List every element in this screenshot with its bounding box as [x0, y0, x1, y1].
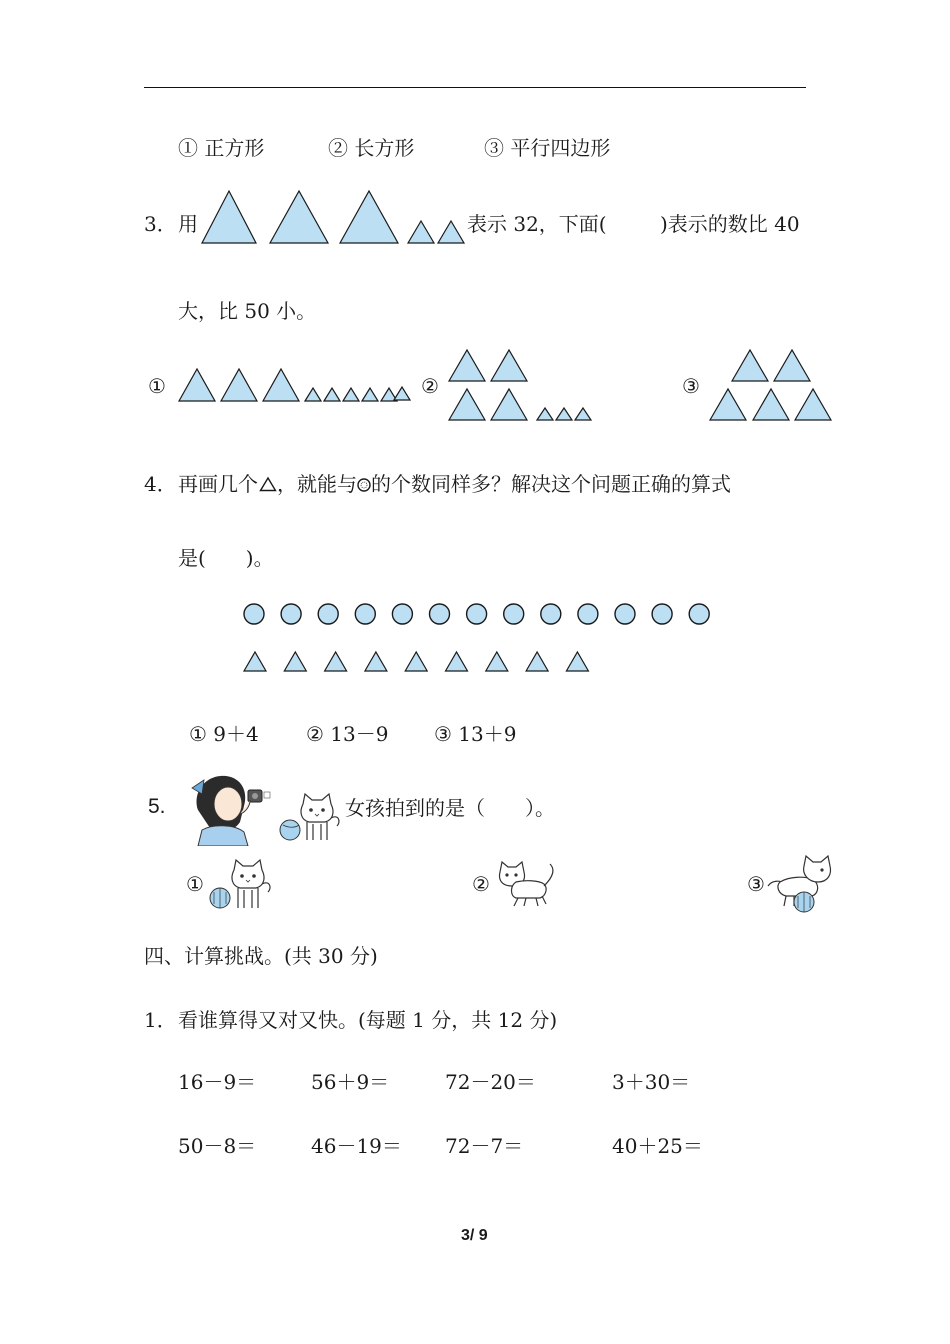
calc-r1-c1: 16－9＝ [178, 1070, 257, 1094]
q4-number: 4． [144, 472, 177, 496]
q4-circle [467, 604, 487, 624]
calc-r1-c4: 3＋30＝ [612, 1070, 691, 1094]
q4-text-a: 再画几个 [178, 472, 258, 496]
q4-circle [430, 604, 450, 624]
q4-triangle [446, 652, 468, 671]
calc-r1-c3: 72－20＝ [445, 1070, 536, 1094]
q4-triangle [526, 652, 548, 671]
q4-small-triangle-icon [259, 476, 277, 492]
q4-circle [281, 604, 301, 624]
q4-circle [244, 604, 264, 624]
q4-circle [689, 604, 709, 624]
cat-with-ball-front-illustration [279, 792, 345, 844]
q4-option-2: ② 13－9 [306, 722, 389, 746]
q4-circle [578, 604, 598, 624]
q2-option-1: ① 正方形 [178, 136, 265, 160]
q3-option-1-triangles [176, 366, 414, 404]
q4-circle [392, 604, 412, 624]
q4-triangle [405, 652, 427, 671]
q4-triangle [566, 652, 588, 671]
q5-option-1-label: ① [186, 872, 204, 896]
q4-circle [541, 604, 561, 624]
q3-key-triangles [200, 188, 468, 246]
q4-triangle [486, 652, 508, 671]
q3-option-2-label: ② [421, 374, 439, 398]
q4-triangle [365, 652, 387, 671]
q3-option-1-extra-triangle [393, 386, 413, 402]
q5-text: 女孩拍到的是（ ）。 [345, 796, 555, 820]
header-rule [144, 87, 806, 88]
q4-circle [615, 604, 635, 624]
q4-triangle [244, 652, 266, 671]
q3-text-a: 表示 32，下面( [467, 212, 607, 236]
q3-line2: 大，比 50 小。 [178, 299, 317, 323]
q4-option-3: ③ 13＋9 [434, 722, 517, 746]
girl-with-camera-illustration [188, 770, 272, 846]
q4-option-1: ① 9＋4 [189, 722, 259, 746]
q5-number: 5. [148, 795, 166, 818]
q3-prefix: 用 [178, 212, 198, 236]
calc-r2-c1: 50－8＝ [178, 1134, 257, 1158]
q3-option-3-triangles [706, 347, 834, 423]
calc-r1-c2: 56＋9＝ [311, 1070, 390, 1094]
q4-triangle-row [240, 648, 600, 674]
cat-back-with-ball-illustration [766, 852, 836, 914]
q4-triangle [284, 652, 306, 671]
q4-circle [318, 604, 338, 624]
q4-line2: 是( )。 [178, 546, 274, 570]
q2-option-2: ② 长方形 [328, 136, 415, 160]
q3-number: 3． [144, 212, 177, 236]
calc-r2-c4: 40＋25＝ [612, 1134, 703, 1158]
q5-option-3-label: ③ [747, 872, 765, 896]
q2-option-3: ③ 平行四边形 [484, 136, 611, 160]
q3-option-1-label: ① [148, 374, 166, 398]
cat-side-illustration [494, 858, 558, 910]
section-4-title: 四、计算挑战。(共 30 分) [144, 944, 378, 968]
cat-front-with-ball-illustration [206, 858, 276, 912]
q3-option-3-label: ③ [682, 374, 700, 398]
calc-r2-c3: 72－7＝ [445, 1134, 524, 1158]
q3-text-b: )表示的数比 40 [660, 212, 800, 236]
q4-circle [504, 604, 524, 624]
q4-text-b: ，就能与 [277, 472, 357, 496]
q4-small-circle-icon [356, 477, 372, 493]
q4-circle-row [240, 600, 715, 628]
calc-r2-c2: 46－19＝ [311, 1134, 402, 1158]
page-number: 3/ 9 [461, 1227, 488, 1244]
s4-q1-text: 看谁算得又对又快。(每题 1 分，共 12 分) [178, 1008, 558, 1032]
q4-text-c: 的个数同样多？解决这个问题正确的算式 [371, 472, 731, 496]
q4-circle [355, 604, 375, 624]
q3-option-2-triangles [446, 347, 594, 423]
s4-q1-number: 1． [144, 1008, 177, 1032]
q5-option-2-label: ② [472, 872, 490, 896]
q4-circle [652, 604, 672, 624]
q4-triangle [325, 652, 347, 671]
